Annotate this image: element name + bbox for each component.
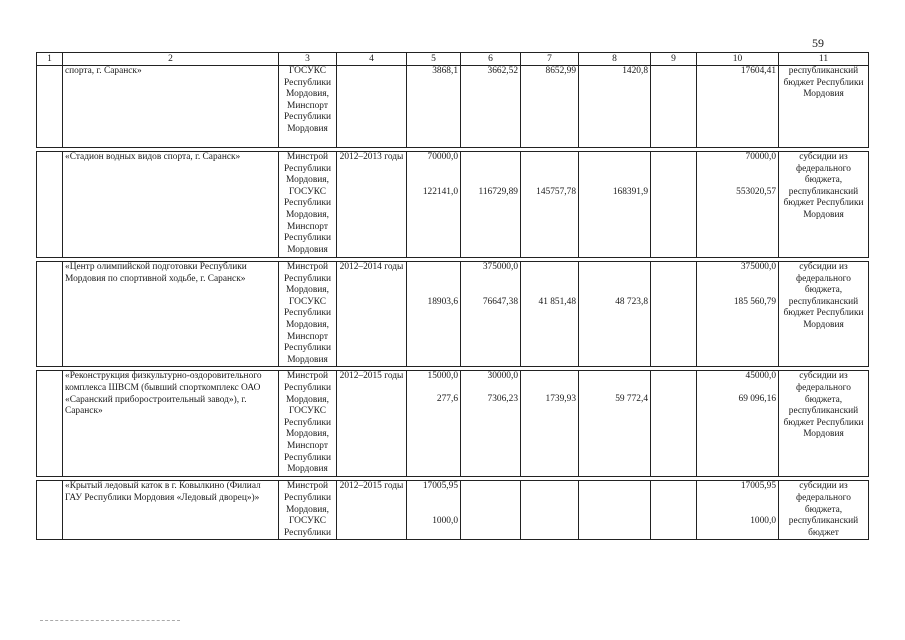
col-header: 1 bbox=[37, 53, 63, 66]
period: 2012–2013 годы bbox=[337, 152, 407, 258]
col5-value-republic: 122141,0 bbox=[422, 186, 458, 197]
col5-value-federal bbox=[409, 262, 458, 274]
col5-value-republic: 18903,6 bbox=[427, 296, 458, 307]
col10-cell bbox=[697, 152, 779, 258]
col8-cell bbox=[579, 371, 651, 477]
col5-cell bbox=[407, 152, 461, 258]
col-header: 8 bbox=[579, 53, 651, 66]
period bbox=[337, 66, 407, 148]
col5-value-federal: 70000,0 bbox=[427, 152, 458, 162]
responsible-org: Минстрой Республики Мордовия, ГОСУКС Республики Мордовия, Минспорт Республики Мордовия bbox=[279, 152, 337, 258]
col6-cell bbox=[461, 152, 521, 258]
col8-value-federal bbox=[581, 152, 648, 164]
col10-value-republic: 553020,57 bbox=[736, 186, 776, 197]
col7-cell bbox=[521, 371, 579, 477]
col8-value: 1420,8 bbox=[622, 66, 648, 76]
table-row bbox=[37, 262, 869, 367]
col6-cell bbox=[461, 262, 521, 367]
col-header: 4 bbox=[337, 53, 407, 66]
col7-value-republic: 1739,93 bbox=[545, 393, 576, 404]
col-header: 6 bbox=[461, 53, 521, 66]
col-header: 5 bbox=[407, 53, 461, 66]
col7-value-republic: 145757,78 bbox=[536, 186, 576, 197]
col10-cell bbox=[697, 262, 779, 367]
responsible-org: ГОСУКС Республики Мордовия, Минспорт Республики Мордовия bbox=[279, 66, 337, 148]
col6-value-republic: 76647,38 bbox=[482, 296, 518, 307]
col8-value-federal bbox=[581, 262, 648, 274]
table-row bbox=[37, 481, 869, 540]
row-number-cell bbox=[37, 152, 63, 258]
col6-value-republic: 7306,23 bbox=[487, 393, 518, 404]
col9-cell bbox=[651, 152, 697, 258]
budget-table bbox=[36, 52, 869, 540]
col9-cell bbox=[651, 66, 697, 148]
object-name: «Реконструкция физкультурно-оздоровительного комплекса ШВСМ (бывший спорткомплекс ОАО «Саранский приборостроительный завод»), г. Саранск» bbox=[63, 371, 279, 477]
col7-value-republic: 41 851,48 bbox=[538, 296, 576, 307]
col10-cell bbox=[697, 66, 779, 148]
period: 2012–2015 годы bbox=[337, 371, 407, 477]
object-name: «Центр олимпийской подготовки Республики Мордовия по спортивной ходьбе, г. Саранск» bbox=[63, 262, 279, 367]
col8-value-federal bbox=[581, 371, 648, 383]
col6-cell bbox=[461, 66, 521, 148]
col7-value-federal bbox=[523, 152, 576, 164]
row-number-cell bbox=[37, 481, 63, 540]
funding-source: республиканский бюджет Республики Мордовия bbox=[779, 66, 869, 148]
col-header: 2 bbox=[63, 53, 279, 66]
col8-cell bbox=[579, 262, 651, 367]
col5-value-republic: 277,6 bbox=[436, 393, 458, 404]
col10-value-federal: 375000,0 bbox=[740, 262, 776, 272]
col5-value-federal: 17005,95 bbox=[422, 481, 458, 492]
col8-value-republic: 168391,9 bbox=[612, 186, 648, 197]
row-number-cell bbox=[37, 66, 63, 148]
col10-value-republic: 69 096,16 bbox=[738, 393, 776, 404]
col8-value-republic: 59 772,4 bbox=[615, 393, 648, 404]
period: 2012–2015 годы bbox=[337, 481, 407, 540]
col6-cell bbox=[461, 481, 521, 540]
col5-cell bbox=[407, 262, 461, 367]
col10-cell bbox=[697, 371, 779, 477]
col6-value-republic: 116729,89 bbox=[478, 186, 518, 197]
col5-cell bbox=[407, 371, 461, 477]
table-row bbox=[37, 66, 869, 148]
col8-cell bbox=[579, 152, 651, 258]
col7-cell bbox=[521, 152, 579, 258]
col6-value-federal: 30000,0 bbox=[487, 371, 518, 382]
col6-value: 3662,52 bbox=[487, 66, 518, 76]
col7-cell bbox=[521, 481, 579, 540]
funding-source: субсидии из федерального бюджета, республиканский бюджет Республики Мордовия bbox=[779, 371, 869, 477]
col9-cell bbox=[651, 481, 697, 540]
col6-value-federal bbox=[463, 152, 518, 164]
page-number: 59 bbox=[812, 36, 824, 50]
funding-source: субсидии из федерального бюджета, республиканский бюджет bbox=[779, 481, 869, 540]
col-header: 11 bbox=[779, 53, 869, 66]
col10-value-federal: 70000,0 bbox=[745, 152, 776, 162]
col-header: 7 bbox=[521, 53, 579, 66]
col10-value-republic: 1000,0 bbox=[750, 515, 776, 526]
funding-source: субсидии из федерального бюджета, республиканский бюджет Республики Мордовия bbox=[779, 152, 869, 258]
col5-value: 3868,1 bbox=[432, 66, 458, 76]
col10-value-federal: 17005,95 bbox=[740, 481, 776, 492]
period: 2012–2014 годы bbox=[337, 262, 407, 367]
object-name: «Крытый ледовый каток в г. Ковылкино (Филиал ГАУ Республики Мордовия «Ледовый дворец»)» bbox=[63, 481, 279, 540]
col5-value-republic: 1000,0 bbox=[432, 515, 458, 526]
col5-value-federal: 15000,0 bbox=[427, 371, 458, 382]
col9-cell bbox=[651, 371, 697, 477]
col8-cell bbox=[579, 481, 651, 540]
table-row bbox=[37, 152, 869, 258]
table-row bbox=[37, 371, 869, 477]
object-name: «Стадион водных видов спорта, г. Саранск» bbox=[63, 152, 279, 258]
responsible-org: Минстрой Республики Мордовия, ГОСУКС Республики Мордовия, Минспорт Республики Мордовия bbox=[279, 371, 337, 477]
scan-artifact-line bbox=[40, 620, 180, 621]
col8-cell bbox=[579, 66, 651, 148]
col5-cell bbox=[407, 66, 461, 148]
responsible-org: Минстрой Республики Мордовия, ГОСУКС Республики bbox=[279, 481, 337, 540]
col6-cell bbox=[461, 371, 521, 477]
col-header: 10 bbox=[697, 53, 779, 66]
col10-value-federal: 45000,0 bbox=[745, 371, 776, 382]
col7-value-federal bbox=[523, 262, 576, 274]
col-header: 3 bbox=[279, 53, 337, 66]
col8-value-republic: 48 723,8 bbox=[615, 296, 648, 307]
col7-cell bbox=[521, 262, 579, 367]
col10-value-republic: 185 560,79 bbox=[733, 296, 776, 307]
col10-value: 17604,41 bbox=[740, 66, 776, 76]
responsible-org: Минстрой Республики Мордовия, ГОСУКС Республики Мордовия, Минспорт Республики Мордовия bbox=[279, 262, 337, 367]
col6-value-federal: 375000,0 bbox=[482, 262, 518, 272]
col5-cell bbox=[407, 481, 461, 540]
row-number-cell bbox=[37, 371, 63, 477]
col-header: 9 bbox=[651, 53, 697, 66]
funding-source: субсидии из федерального бюджета, республиканский бюджет Республики Мордовия bbox=[779, 262, 869, 367]
col7-cell bbox=[521, 66, 579, 148]
column-number-row bbox=[37, 53, 869, 66]
col9-cell bbox=[651, 262, 697, 367]
col10-cell bbox=[697, 481, 779, 540]
object-name: спорта, г. Саранск» bbox=[63, 66, 279, 148]
row-number-cell bbox=[37, 262, 63, 367]
col7-value-federal bbox=[523, 371, 576, 383]
col7-value: 8652,99 bbox=[545, 66, 576, 76]
